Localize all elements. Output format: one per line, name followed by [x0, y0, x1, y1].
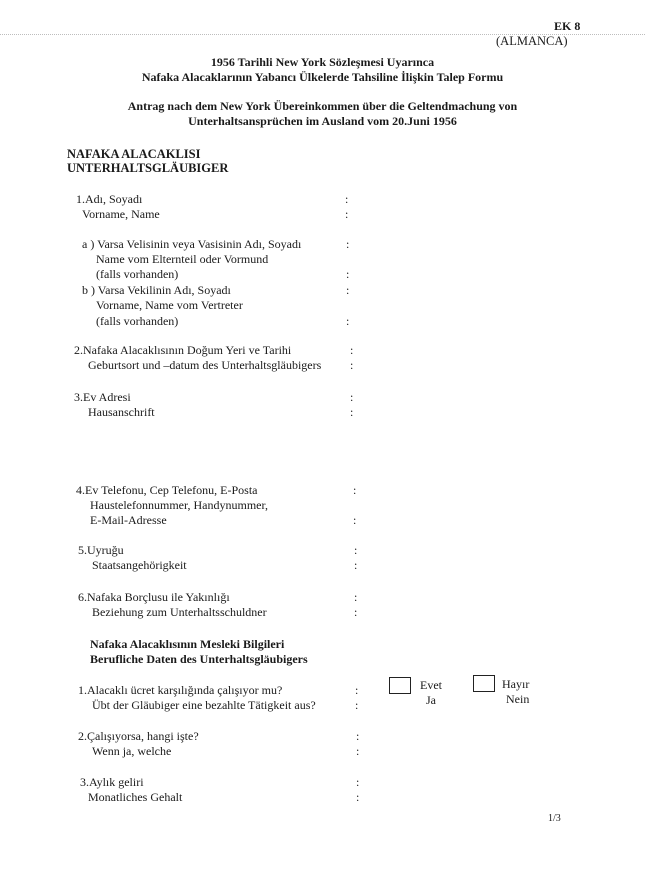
occupation-label-de: Wenn ja, welche [92, 744, 172, 758]
creditor-heading-tr: NAFAKA ALACAKLISI [67, 147, 201, 161]
no-checkbox[interactable] [473, 675, 495, 692]
no-label-tr: Hayır [502, 677, 530, 691]
colon: : [356, 790, 360, 804]
colon: : [354, 558, 358, 572]
yes-label-tr: Evet [420, 678, 442, 692]
name-label-tr: 1.Adı, Soyadı [76, 192, 143, 206]
colon: : [353, 483, 357, 497]
title-tr-line-1: 1956 Tarihli New York Sözleşmesi Uyarınca [210, 55, 435, 69]
title-tr-line-2: Nafaka Alacaklarının Yabancı Ülkelerde Tahsiline İlişkin Talep Formu [141, 70, 504, 84]
address-label-de: Hausanschrift [88, 405, 155, 419]
colon: : [350, 390, 354, 404]
attorney-label-de: Vorname, Name vom Vertreter [96, 298, 243, 312]
phone-label-tr: 4.Ev Telefonu, Cep Telefonu, E-Posta [76, 483, 258, 497]
professional-heading-tr: Nafaka Alacaklısının Mesleki Bilgileri [90, 637, 285, 651]
parent-label-de: Name vom Elternteil oder Vormund [96, 252, 269, 266]
colon: : [353, 513, 357, 527]
parent-note: (falls vorhanden) [96, 267, 179, 281]
birth-label-de: Geburtsort und –datum des Unterhaltsgläubigers [88, 358, 322, 372]
relation-label-de: Beziehung zum Unterhaltsschuldner [92, 605, 267, 619]
colon: : [346, 267, 350, 281]
colon: : [355, 683, 359, 697]
nationality-label-de: Staatsangehörigkeit [92, 558, 187, 572]
title-de-line-1: Antrag nach dem New York Übereinkommen über die Geltendmachung von [127, 99, 518, 113]
nationality-label-tr: 5.Uyruğu [78, 543, 124, 557]
creditor-heading-de: UNTERHALTSGLÄUBIGER [67, 161, 229, 175]
colon: : [346, 314, 350, 328]
title-de-line-2: Unterhaltsansprüchen im Ausland vom 20.Juni 1956 [188, 114, 457, 128]
phone-label-de-2: E-Mail-Adresse [90, 513, 167, 527]
employed-label-tr: 1.Alacaklı ücret karşılığında çalışıyor mu? [78, 683, 283, 697]
colon: : [354, 590, 358, 604]
parent-label-tr: a ) Varsa Velisinin veya Vasisinin Adı, Soyadı [82, 237, 302, 251]
colon: : [350, 343, 354, 357]
employed-label-de: Übt der Gläubiger eine bezahlte Tätigkeit aus? [92, 698, 316, 712]
colon: : [355, 698, 359, 712]
language-label: (ALMANCA) [496, 34, 568, 48]
annex-number: EK 8 [554, 19, 581, 33]
colon: : [354, 605, 358, 619]
salary-label-de: Monatliches Gehalt [88, 790, 183, 804]
colon: : [356, 744, 360, 758]
relation-label-tr: 6.Nafaka Borçlusu ile Yakınlığı [78, 590, 230, 604]
colon: : [356, 729, 360, 743]
colon: : [350, 358, 354, 372]
professional-heading-de: Berufliche Daten des Unterhaltsgläubigers [90, 652, 308, 666]
colon: : [345, 192, 349, 206]
colon: : [346, 237, 350, 251]
colon: : [345, 207, 349, 221]
page-number: 1/3 [548, 813, 561, 824]
yes-label-de: Ja [426, 693, 436, 707]
salary-label-tr: 3.Aylık geliri [80, 775, 144, 789]
birth-label-tr: 2.Nafaka Alacaklısının Doğum Yeri ve Tarihi [74, 343, 292, 357]
colon: : [346, 283, 350, 297]
name-label-de: Vorname, Name [82, 207, 160, 221]
no-label-de: Nein [506, 692, 530, 706]
attorney-label-tr: b ) Varsa Vekilinin Adı, Soyadı [82, 283, 231, 297]
address-label-tr: 3.Ev Adresi [74, 390, 131, 404]
attorney-note: (falls vorhanden) [96, 314, 179, 328]
phone-label-de-1: Haustelefonnummer, Handynummer, [90, 498, 268, 512]
colon: : [350, 405, 354, 419]
colon: : [354, 543, 358, 557]
colon: : [356, 775, 360, 789]
occupation-label-tr: 2.Çalışıyorsa, hangi işte? [78, 729, 199, 743]
yes-checkbox[interactable] [389, 677, 411, 694]
